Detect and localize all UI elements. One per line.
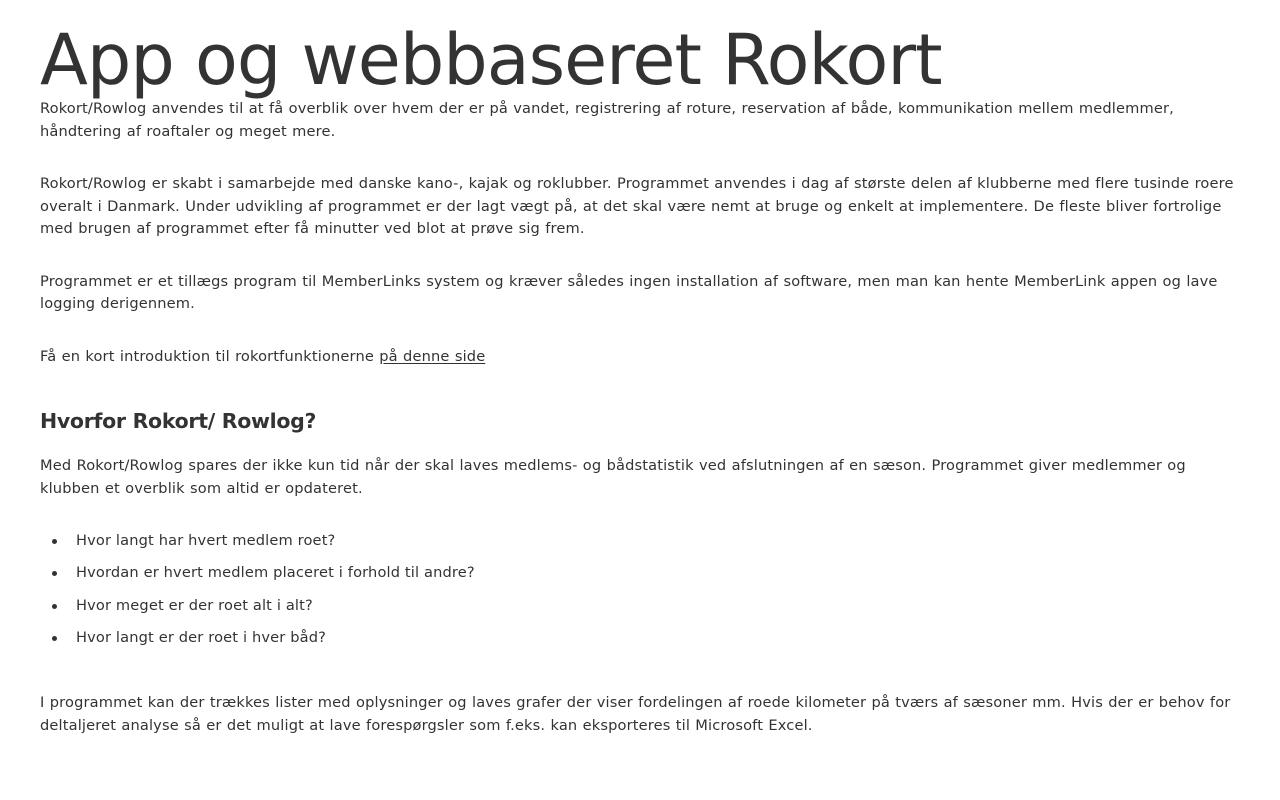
intro-paragraph: Rokort/Rowlog anvendes til at få overblik over hvem der er på vandet, registrering af roture, reservation af både, kommunikation mellem medlemmer, håndtering af roaftaler og meget mere. xyxy=(40,100,1174,140)
list-item-text: Hvor langt er der roet i hver båd? xyxy=(76,628,327,646)
list-item-text: Hvor langt har hvert medlem roet? xyxy=(76,532,336,549)
introduction-paragraph xyxy=(40,346,1240,369)
closing-paragraph: I programmet kan der trækkes lister med oplysninger og laves grafer der viser fordelingen af roede kilometer på tværs af sæsoner mm. Hvis der er behov for deltaljeret analyse så er det muligt at lave forespørgsler som f.eks. kan eksporteres til Microsoft Excel. xyxy=(40,694,1231,734)
list-item-text: Hvordan er hvert medlem placeret i forhold til andre? xyxy=(76,564,475,582)
page-title: App og webbaseret Rokort xyxy=(40,19,942,101)
introduction-text: Få en kort introduktion til rokortfunktionerne xyxy=(40,347,380,365)
list-item xyxy=(76,530,1240,553)
memberlink-paragraph: Programmet er et tillægs program til MemberLinks system og kræver således ingen installation af software, men man kan hente MemberLink appen og lave logging derigennem. xyxy=(40,272,1218,312)
list-item xyxy=(76,562,1240,585)
bullet-icon xyxy=(52,571,57,576)
list-item xyxy=(76,627,1240,650)
statistics-question-list xyxy=(40,530,1240,649)
introduction-link[interactable]: på denne side xyxy=(379,347,486,365)
bullet-icon xyxy=(52,539,57,544)
list-item xyxy=(76,595,1240,618)
list-item-text: Hvor meget er der roet alt i alt? xyxy=(76,596,313,614)
section-heading: Hvorfor Rokort/ Rowlog? xyxy=(40,409,317,433)
bullet-icon xyxy=(52,604,57,609)
bullet-icon xyxy=(52,636,57,641)
history-paragraph: Rokort/Rowlog er skabt i samarbejde med danske kano-, kajak og roklubber. Programmet anvendes i dag af største delen af klubberne med flere tusinde roere overalt i Danmark. Under udvikling af programmet er der lagt vægt på, at det skal være nemt at bruge og enkelt at implementere. De fleste bliver fortrolige med brugen af programmet efter få minutter ved blot at prøve sig frem. xyxy=(40,175,1234,237)
section-intro-paragraph: Med Rokort/Rowlog spares der ikke kun tid når der skal laves medlems- og bådstatistik ved afslutningen af en sæson. Programmet giver medlemmer og klubben et overblik som altid er opdateret. xyxy=(40,457,1186,497)
